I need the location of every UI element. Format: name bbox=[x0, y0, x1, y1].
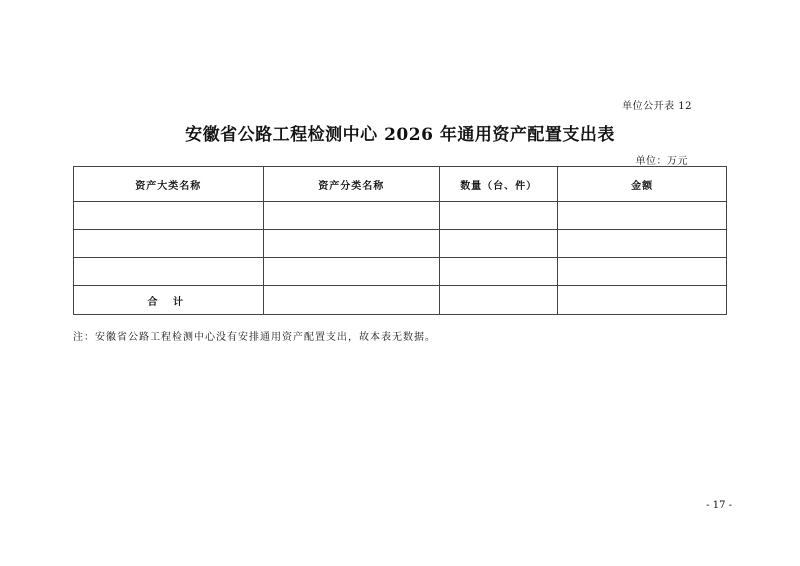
asset-expenditure-table bbox=[73, 166, 727, 315]
unit-label: 单位：万元 bbox=[635, 156, 688, 167]
table-cell bbox=[74, 202, 264, 230]
table-cell bbox=[440, 230, 558, 258]
header-asset-class: 资产分类名称 bbox=[263, 167, 440, 202]
table-cell bbox=[558, 258, 727, 286]
table-cell bbox=[263, 258, 440, 286]
table-cell bbox=[74, 230, 264, 258]
table-cell bbox=[263, 286, 440, 315]
header-amount: 金额 bbox=[558, 167, 727, 202]
total-row bbox=[74, 286, 727, 315]
page-number: - 17 - bbox=[706, 500, 732, 511]
table-row bbox=[74, 202, 727, 230]
page-title: 安徽省公路工程检测中心 2026 年通用资产配置支出表 bbox=[185, 125, 615, 145]
footnote: 注：安徽省公路工程检测中心没有安排通用资产配置支出，故本表无数据。 bbox=[73, 332, 436, 343]
table-cell bbox=[440, 258, 558, 286]
table-cell bbox=[558, 202, 727, 230]
table-cell bbox=[558, 286, 727, 315]
table-cell bbox=[263, 230, 440, 258]
table-cell bbox=[440, 202, 558, 230]
table-cell bbox=[263, 202, 440, 230]
table-row bbox=[74, 230, 727, 258]
table-cell bbox=[74, 258, 264, 286]
table-header-row bbox=[74, 167, 727, 202]
header-asset-category: 资产大类名称 bbox=[74, 167, 264, 202]
table-cell bbox=[558, 230, 727, 258]
total-label: 合 计 bbox=[74, 286, 264, 315]
table-cell bbox=[440, 286, 558, 315]
header-quantity: 数量（台、件） bbox=[440, 167, 558, 202]
table-row bbox=[74, 258, 727, 286]
form-number: 单位公开表 12 bbox=[622, 101, 692, 112]
